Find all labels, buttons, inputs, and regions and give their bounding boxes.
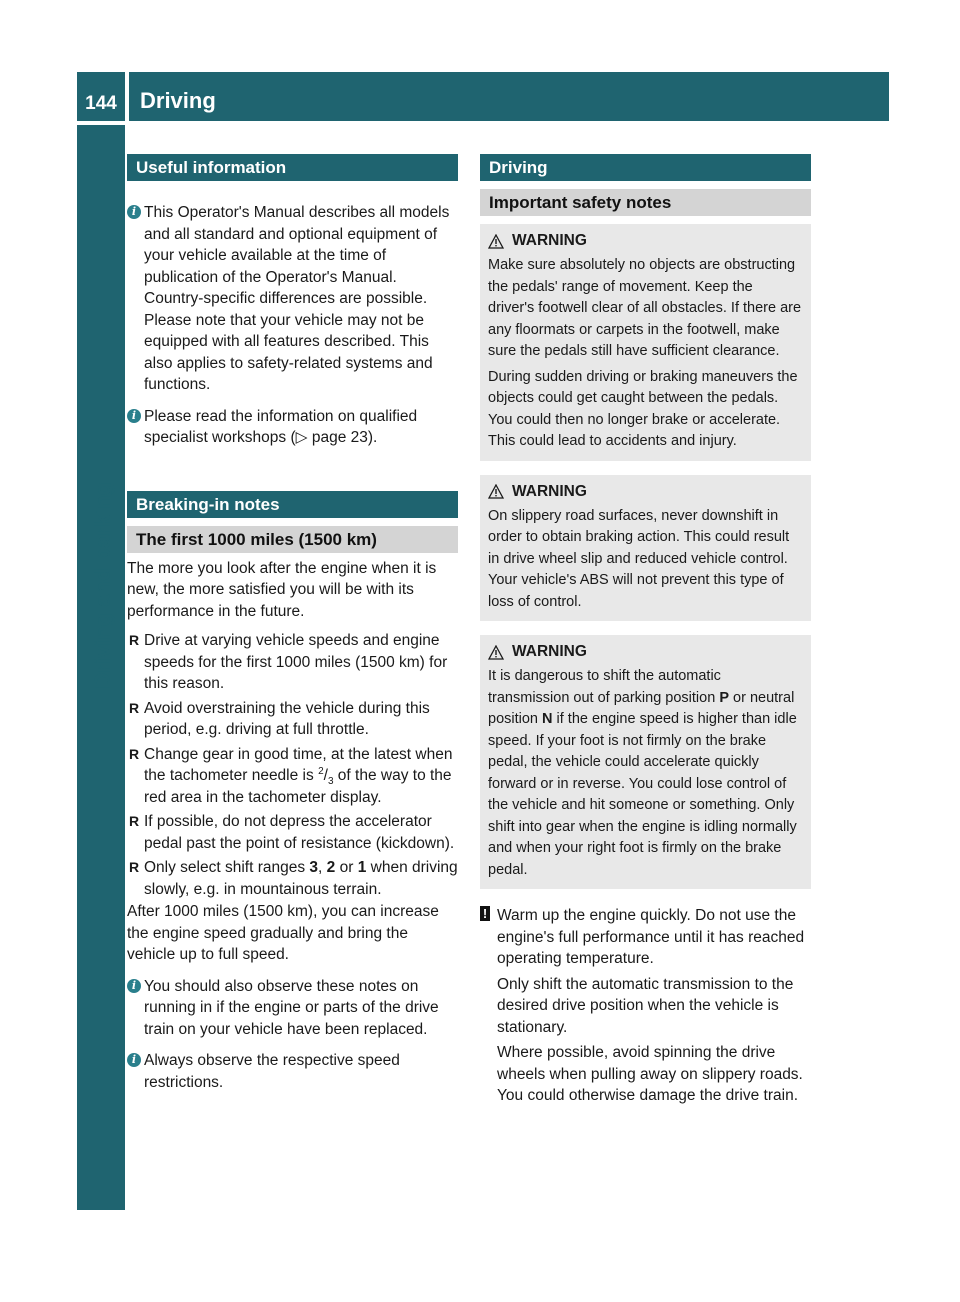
info-paragraph xyxy=(127,1050,458,1093)
exclamation-icon: ! xyxy=(480,906,490,921)
bullet-r-mark: R xyxy=(129,745,140,762)
warning-text: On slippery road surfaces, never downshift in order to obtain braking action. This could result in drive wheel slip and reduced vehicle control. Your vehicle's ABS will not prevent this type of loss of control. xyxy=(488,507,790,610)
info-icon: i xyxy=(127,409,141,423)
info-paragraph xyxy=(127,406,458,449)
warning-text: During sudden driving or braking maneuvers the objects could get caught between the pedals. You could then no longer brake or accelerate. This could lead to accidents and injury. xyxy=(488,368,798,449)
info-text: Please read the information on qualified specialist workshops (▷ page 23). xyxy=(144,407,418,446)
left-column xyxy=(127,154,458,1093)
warning-text-post: if the engine speed is higher than idle speed. If your foot is not firmly on the brake pedal, the vehicle could accelerate quickly forward or in reverse. You could lose control of the vehicle and hit someone or something. Only shift into gear when the engine is idling normally and when your right foot is firmly on the brake pedal. xyxy=(488,711,797,878)
subheading-first-miles: The first 1000 miles (1500 km) xyxy=(127,526,458,553)
separator: or xyxy=(335,859,358,876)
notice-paragraph-continued: Only shift the automatic transmission to the desired drive position when the vehicle is stationary. xyxy=(497,975,794,1036)
list-item-text: Avoid overstraining the vehicle during this period, e.g. driving at full throttle. xyxy=(144,699,430,738)
warning-label: WARNING xyxy=(512,643,587,661)
info-paragraph xyxy=(127,202,458,396)
separator: , xyxy=(318,859,327,876)
list-item xyxy=(127,698,458,741)
list-item-text-pre: Change gear in good time, at the latest when the tachometer needle is xyxy=(144,745,453,784)
info-icon: i xyxy=(127,1053,141,1067)
fraction-denominator: 3 xyxy=(327,776,334,788)
bullet-r-mark: R xyxy=(129,859,140,875)
list-item xyxy=(127,630,458,695)
warning-box xyxy=(480,475,811,622)
side-tab-label-wrap xyxy=(84,482,120,689)
info-icon: i xyxy=(127,979,141,993)
fraction-numerator: 2 xyxy=(318,765,324,777)
warning-title xyxy=(488,481,803,503)
list-item-text: Drive at varying vehicle speeds and engine speeds for the first 1000 miles (1500 km) for this reason. xyxy=(144,632,448,692)
section-heading-breaking-in: Breaking-in notes xyxy=(127,491,458,518)
warning-text xyxy=(488,666,803,881)
warning-triangle-icon xyxy=(488,645,504,660)
list-item-text-post: of the way to the red area in the tachometer display. xyxy=(144,767,452,806)
warning-box xyxy=(480,224,811,461)
list-item xyxy=(127,811,458,854)
info-text: Always observe the respective speed restrictions. xyxy=(144,1052,400,1091)
info-paragraph xyxy=(127,976,458,1041)
list-item-text: If possible, do not depress the accelerator pedal past the point of resistance (kickdown). xyxy=(144,813,455,852)
notice-paragraph-continued: Where possible, avoid spinning the drive wheels when pulling away on slippery roads. You could otherwise damage the drive train. xyxy=(497,1044,803,1104)
intro-paragraph: The more you look after the engine when it is new, the more satisfied you will be with its performance in the future. xyxy=(127,559,437,620)
warning-box xyxy=(480,635,811,889)
notice-text: Warm up the engine quickly. Do not use the engine's full performance until it has reached operating temperature. xyxy=(497,907,805,967)
list-item xyxy=(127,744,458,809)
shift-range: 3 xyxy=(309,859,319,876)
list-item-text-pre: Only select shift ranges xyxy=(144,859,310,876)
warning-label: WARNING xyxy=(512,232,587,250)
bullet-r-mark: R xyxy=(129,632,140,648)
section-heading-driving: Driving xyxy=(480,154,811,181)
page-header-title: Driving xyxy=(129,72,889,121)
page-number: 144 xyxy=(77,72,125,121)
warning-triangle-icon xyxy=(488,234,504,249)
list-item xyxy=(127,857,458,900)
warning-text: Make sure absolutely no objects are obstructing the pedals' range of movement. Keep the driver's footwell clear of all obstacles. If there are any floormats or carpets in the footwell, make sure the pedals still have sufficient clearance. xyxy=(488,257,802,359)
subheading-safety-notes: Important safety notes xyxy=(480,189,811,216)
warning-text-pre: It is dangerous to shift the automatic transmission out of parking position xyxy=(488,668,721,706)
info-text: This Operator's Manual describes all models and all standard and optional equipment of your vehicle available at the time of publication of the Operator's Manual. Country-specific differences are possible. Please note that your vehicle may not be equipped with all features described. This also applies to safety-related systems and functions. xyxy=(144,204,450,393)
warning-title xyxy=(488,641,803,663)
right-column xyxy=(480,154,811,1107)
warning-label: WARNING xyxy=(512,482,587,500)
section-heading-useful-information: Useful information xyxy=(127,154,458,181)
fraction-slash: / xyxy=(323,767,328,784)
notice-paragraph xyxy=(480,905,811,970)
shift-range: 2 xyxy=(326,859,336,876)
info-icon: i xyxy=(127,205,141,219)
info-text: You should also observe these notes on running in if the engine or parts of the drive train on your vehicle have been replaced. xyxy=(144,977,439,1038)
warning-triangle-icon xyxy=(488,484,504,499)
bullet-r-mark: R xyxy=(129,699,140,716)
gear-position-n: N xyxy=(542,711,553,727)
shift-range: 1 xyxy=(357,859,367,876)
warning-title xyxy=(488,230,803,252)
bullet-r-mark: R xyxy=(129,813,140,829)
side-tab-label: Driving and parking xyxy=(90,482,115,689)
list-item-text-post: when driving slowly, e.g. in mountainous terrain. xyxy=(144,859,458,898)
warning-text-mid: or neutral position xyxy=(488,689,795,727)
gear-position-p: P xyxy=(719,689,729,706)
after-paragraph: After 1000 miles (1500 km), you can increase the engine speed gradually and bring the vehicle up to full speed. xyxy=(127,903,439,963)
